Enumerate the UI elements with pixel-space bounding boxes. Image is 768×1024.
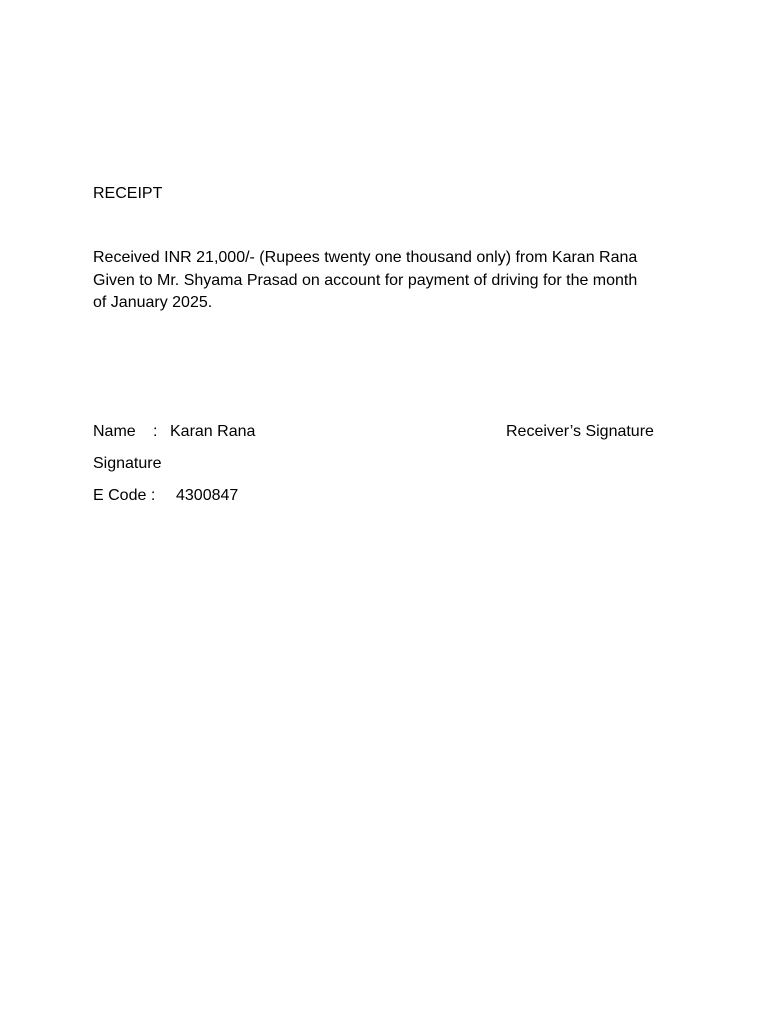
receipt-title: RECEIPT [93,185,163,202]
signature-label: Signature [93,455,162,472]
name-value: Karan Rana [170,423,256,440]
body-line-2: Given to Mr. Shyama Prasad on account for payment of driving for the month [93,271,638,289]
name-separator: : [153,423,158,440]
ecode-label: E Code : [93,487,156,504]
ecode-value: 4300847 [176,487,239,504]
body-line-3: of January 2025. [93,294,213,311]
ecode-row [93,485,238,508]
receiver-signature-label: Receiver’s Signature [506,423,654,440]
name-row [93,421,255,444]
name-label: Name [93,423,136,440]
body-line-1: Received INR 21,000/- (Rupees twenty one thousand only) from Karan Rana [93,249,638,266]
